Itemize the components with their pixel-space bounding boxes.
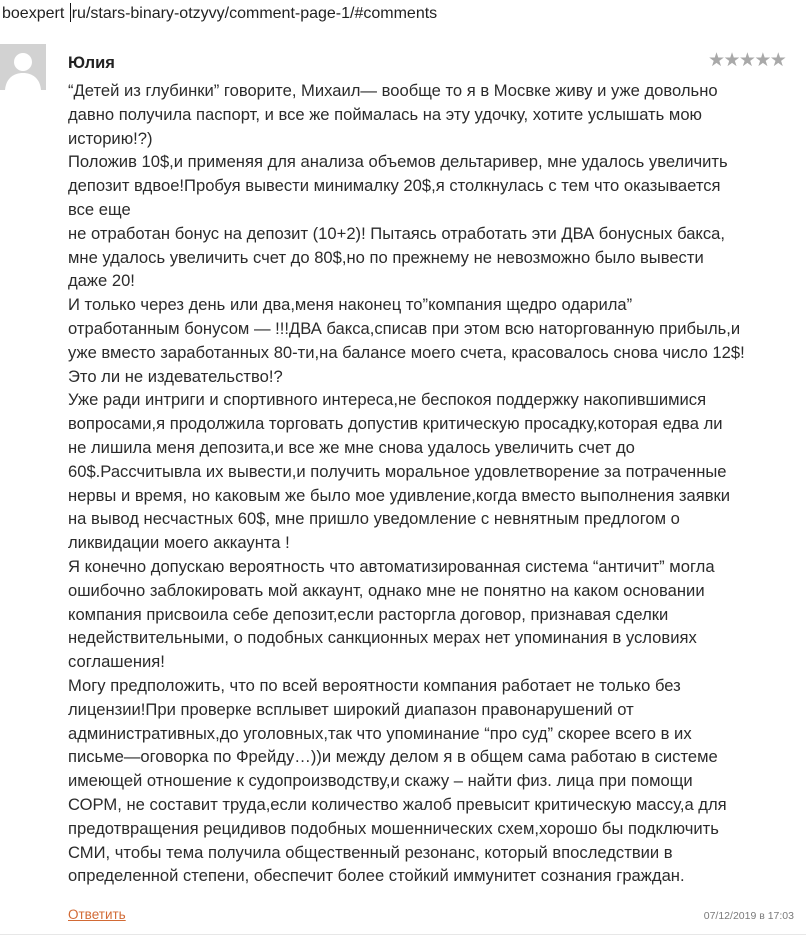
comment-line: имеющей отношение к судопроизводству,и скажу – найти физ. лица при помощи xyxy=(68,771,693,791)
comment-text xyxy=(68,79,798,888)
avatar xyxy=(0,44,46,90)
comment-line: письме—оговорка по Фрейду…))и между делом я в общем сама работаю в системе xyxy=(68,747,718,767)
comment-line: ошибочно заблокировать мой аккаунт, однако мне не понятно на каком основании xyxy=(68,580,705,600)
comment xyxy=(0,44,806,939)
comment-author: Юлия xyxy=(68,54,115,72)
comment-line: недействительными, о подобных санкционных мерах нет упоминания в условиях xyxy=(68,628,697,648)
star-rating xyxy=(708,50,785,72)
comment-line: вопросами,я продолжила торговать допустив критическую просадку,которая едва ли xyxy=(68,414,723,434)
comment-line: на вывод несчастных 60$, мне пришло уведомление с невнятным предлогом о xyxy=(68,509,680,529)
comment-line: отработанным бонусом — !!!ДВА бакса,списав при этом всю наторгованную прибыль,и xyxy=(68,318,741,338)
address-bar[interactable] xyxy=(0,0,806,28)
divider xyxy=(0,934,806,935)
comment-line: все еще xyxy=(68,199,131,219)
text-cursor xyxy=(70,3,71,22)
star-icon: ★ xyxy=(754,50,770,71)
star-icon: ★ xyxy=(738,50,755,71)
comment-date: 07/12/2019 в 17:03 xyxy=(703,910,794,922)
comment-line: даже 20! xyxy=(68,271,135,291)
star-icon: ★ xyxy=(769,50,786,71)
comment-line: мне удалось увеличить счет до 80$,но по прежнему не невозможно было вывести xyxy=(68,247,704,267)
star-icon: ★ xyxy=(708,50,724,71)
default-user-silhouette-icon xyxy=(0,44,46,90)
comment-line: Уже ради интриги и спортивного интереса,не беспокоя поддержку накопившимися xyxy=(68,390,707,410)
comment-line: определенной степени, обеспечит более стойкий иммунитет сознания граждан. xyxy=(68,866,685,886)
comment-line: соглашения! xyxy=(68,652,165,672)
comment-line: Положив 10$,и применяя для анализа объемов дельтаривер, мне удалось увеличить xyxy=(68,152,728,172)
comment-line: нервы и время, но каковым же было мое удивление,когда вместо выполнения заявки xyxy=(68,485,731,505)
url-domain: boexpert xyxy=(2,5,69,22)
comment-line: историю!?) xyxy=(68,128,153,148)
comment-line: компания присвоила себе депозит,если расторгла договор, признавая сделки xyxy=(68,604,669,624)
comment-line: И только через день или два,меня наконец то”компания щедро одарила” xyxy=(68,295,633,315)
comment-line: 60$.Рассчитывла их вывести,и получить моральное удовлетворение за потраченные xyxy=(68,461,727,481)
comment-line: Это ли не издевательство!? xyxy=(68,366,283,386)
comment-line: СМИ, чтобы тема получила общественный резонанс, который впоследствии в xyxy=(68,842,673,862)
comment-line: Могу предположить, что по всей вероятности компания работает не только без xyxy=(68,675,681,695)
comment-line: административных,до уголовных,так что упоминание “про суд” скорее всего в их xyxy=(68,723,692,743)
comment-line: лицензии!При проверке всплывет широкий диапазон правонарушений от xyxy=(68,699,634,719)
comment-line: не лишила меня депозита,и все же мне снова удалось увеличить счет до xyxy=(68,437,635,457)
comment-line: уже вместо заработанных 80-ти,на балансе моего счета, красовалось снова число 12$! xyxy=(68,342,745,362)
comment-line: депозит вдвое!Пробуя вывести минималку 20$,я столкнулась с тем что оказывается xyxy=(68,176,721,196)
comment-line: “Детей из глубинки” говорите, Михаил— вообще то я в Мосвке живу и уже довольно xyxy=(68,81,718,100)
comment-line: предотвращения рецидивов подобных мошеннических схем,хорошо бы подключить xyxy=(68,818,719,838)
comment-line: Я конечно допускаю вероятность что автоматизированная система “античит” могла xyxy=(68,556,715,576)
reply-link[interactable]: Ответить xyxy=(68,907,126,922)
url-path: ru/stars-binary-otzyvy/comment-page-1/#comments xyxy=(71,5,438,22)
star-icon: ★ xyxy=(723,50,739,71)
comment-line: СОРМ, не составит труда,если количество жалоб превысит критическую массу,а для xyxy=(68,794,727,814)
comment-line: ликвидации моего аккаунта ! xyxy=(68,533,290,553)
comment-line: не отработан бонус на депозит (10+2)! Пытаясь отработать эти ДВА бонусных бакса, xyxy=(68,223,726,243)
comment-line: давно получила паспорт, и все же поймалась на эту удочку, хотите услышать мою xyxy=(68,104,702,124)
